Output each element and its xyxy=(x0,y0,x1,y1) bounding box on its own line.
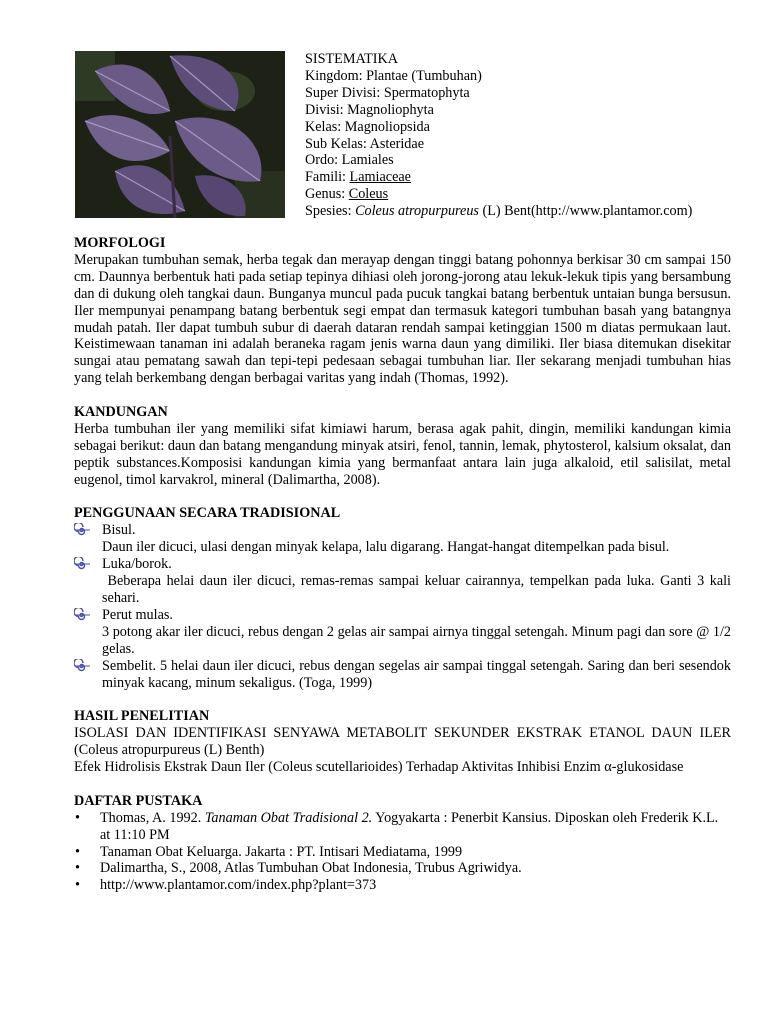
hasil-heading: HASIL PENELITIAN xyxy=(74,708,210,725)
taxonomy-super-divisi: Super Divisi: Spermatophyta xyxy=(305,84,470,101)
list-item xyxy=(74,522,731,556)
spesies-suffix: (L) Bent(http://www.plantamor.com) xyxy=(478,203,693,220)
bullet-dot: • xyxy=(75,809,80,826)
ref-title: Tanaman Obat Tradisional 2. xyxy=(204,809,373,826)
penggunaan-heading: PENGGUNAAN SECARA TRADISIONAL xyxy=(74,505,341,522)
taxonomy-genus xyxy=(305,186,745,203)
coleus-leaf-image xyxy=(75,51,285,218)
pustaka-heading: DAFTAR PUSTAKA xyxy=(74,792,203,809)
list-item xyxy=(74,658,731,692)
spiral-bullet-icon xyxy=(74,557,91,571)
taxonomy-title: SISTEMATIKA xyxy=(305,51,399,67)
ref-url[interactable]: http://www.plantamor.com/index.php?plant=373 xyxy=(100,877,377,894)
bullet-dot: • xyxy=(75,877,80,894)
usage-desc: Daun iler dicuci, ulasi dengan minyak kelapa, lalu digarang. Hangat-hangat ditempelkan pada bisul. xyxy=(102,539,670,556)
section-hasil xyxy=(74,708,731,776)
famili-link[interactable]: Lamiaceae xyxy=(349,169,411,186)
spiral-bullet-icon xyxy=(74,659,91,673)
list-item xyxy=(74,844,731,861)
list-item xyxy=(74,607,731,658)
document-body xyxy=(74,235,735,894)
hasil-line-1: ISOLASI DAN IDENTIFIKASI SENYAWA METABOLIT SEKUNDER EKSTRAK ETANOL DAUN ILER (Coleus atropurpureus (L) Benth) xyxy=(74,725,731,759)
spesies-name: Coleus atropurpureus xyxy=(355,203,479,220)
taxonomy-sub-kelas: Sub Kelas: Asteridae xyxy=(305,135,424,152)
list-item xyxy=(74,810,731,844)
list-item xyxy=(74,556,735,607)
section-kandungan xyxy=(74,404,731,489)
section-pustaka xyxy=(74,793,731,894)
section-morfologi xyxy=(74,235,731,387)
usage-title: Luka/borok. xyxy=(102,556,172,573)
spiral-bullet-icon xyxy=(74,523,91,537)
taxonomy-famili xyxy=(305,169,745,186)
spiral-bullet-icon xyxy=(74,608,91,622)
kandungan-heading: KANDUNGAN xyxy=(74,404,168,421)
ref-text: Dalimartha, S., 2008, Atlas Tumbuhan Obat Indonesia, Trubus Agriwidya. xyxy=(100,860,522,877)
spesies-label: Spesies: xyxy=(305,203,356,220)
genus-link[interactable]: Coleus xyxy=(348,186,389,203)
taxonomy-block xyxy=(305,51,745,220)
plant-photo xyxy=(75,51,285,218)
usage-title: Perut mulas. xyxy=(102,606,173,623)
ref-text: Thomas, A. 1992. xyxy=(100,809,205,826)
usage-desc: 3 potong akar iler dicuci, rebus dengan 2 gelas air sampai airnya tinggal setengah. Minum pagi dan sore @ 1/2 gelas. xyxy=(102,623,731,657)
famili-label: Famili: xyxy=(305,169,350,186)
taxonomy-divisi: Divisi: Magnoliophyta xyxy=(305,101,434,118)
usage-title: Bisul. xyxy=(102,522,136,539)
kandungan-text: Herba tumbuhan iler yang memiliki sifat kimiawi harum, berasa agak pahit, dingin, memiliki kandungan kimia sebagai berikut: daun dan batang mengandung minyak atsiri, fenol, tannin, lemak, phytosterol, kalsium oksalat, dan peptik substances.Komposisi kandungan kimia yang bermanfaat antara lain juga alkaloid, etil salisilat, metal eugenol, timol karvakrol, mineral (Dalimartha, 2008). xyxy=(74,420,731,488)
morfologi-heading: MORFOLOGI xyxy=(74,235,166,251)
ref-text: Tanaman Obat Keluarga. Jakarta : PT. Intisari Mediatama, 1999 xyxy=(100,843,463,860)
section-penggunaan xyxy=(74,505,735,691)
taxonomy-ordo: Ordo: Lamiales xyxy=(305,152,394,169)
usage-desc: Beberapa helai daun iler dicuci, remas-remas sampai keluar cairannya, tempelkan pada luka. Ganti 3 kali sehari. xyxy=(102,573,735,606)
ref-text-after: Yogyakarta : Penerbit Kansius. Diposkan oleh Frederik K.L. at 11:10 PM xyxy=(100,809,719,843)
morfologi-text: Merupakan tumbuhan semak, herba tegak dan merayap dengan tinggi batang pohonnya berkisar 30 cm sampai 150 cm. Daunnya berbentuk hati pada setiap tepinya dihiasi oleh jorong-jorong atau lekuk-lekuk tipis yang bersambung dan di dukung oleh tangkai daun. Bunganya muncul pada pucuk tangkai batang berbentuk untaian bunga bersusun. Iler mempunyai penampang batang berbentuk segi empat dan termasuk kategori tumbuhan basah yang batangnya mudah patah. Iler dapat tumbuh subur di daerah dataran rendah sampai ketinggian 1500 m diatas permukaan laut. Keistimewaan tanaman ini adalah beraneka ragam jenis warna daun yang dimiliki. Iler biasa ditemukan disekitar sungai atau pematang sawah dan tepi-tepi pedesaan sebagai tumbuhan liar. Iler sekarang menjadi tumbuhan hias yang telah berkembang dengan berbagai varitas yang indah (Thomas, 1992). xyxy=(74,251,731,387)
hasil-line-2: Efek Hidrolisis Ekstrak Daun Iler (Coleus scutellarioides) Terhadap Aktivitas Inhibisi Enzim α-glukosidase xyxy=(74,759,684,776)
usage-title: Sembelit. 5 helai daun iler dicuci, rebus dengan segelas air sampai tinggal setengah. Saring dan beri sesendok minyak kacang, minum sekaligus. (Toga, 1999) xyxy=(102,657,731,691)
taxonomy-kelas: Kelas: Magnoliopsida xyxy=(305,118,430,135)
list-item xyxy=(74,860,731,877)
bullet-dot: • xyxy=(75,843,80,860)
list-item xyxy=(74,877,731,894)
genus-label: Genus: xyxy=(305,186,349,203)
bullet-dot: • xyxy=(75,860,80,877)
taxonomy-spesies xyxy=(305,203,745,220)
taxonomy-kingdom: Kingdom: Plantae (Tumbuhan) xyxy=(305,67,482,84)
